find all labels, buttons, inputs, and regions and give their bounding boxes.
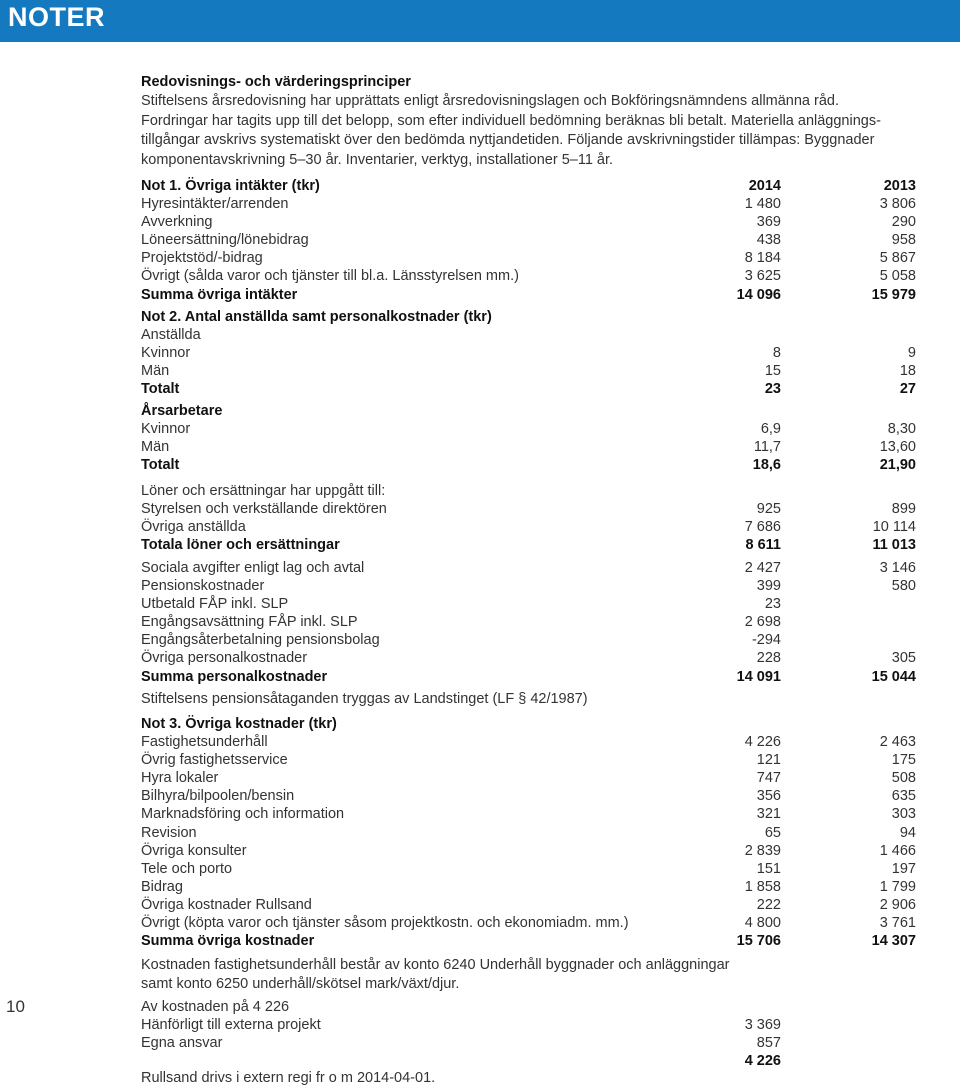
table-row: Bidrag 1 858 1 799 — [141, 878, 916, 895]
table-row: Engångsåterbetalning pensionsbolag -294 — [141, 632, 781, 649]
table-row: Engångsavsättning FÅP inkl. SLP 2 698 — [141, 614, 781, 631]
table-row: Kvinnor 6,9 8,30 — [141, 421, 916, 438]
table-row: Styrelsen och verkställande direktören 925 899 — [141, 501, 916, 518]
page-title: NOTER — [8, 2, 105, 32]
table-row: Pensionskostnader 399 580 — [141, 578, 916, 595]
year-2014-header: 2014 — [748, 178, 781, 194]
table-row: Fastighetsunderhåll 4 226 2 463 — [141, 734, 916, 751]
note-3-breakdown — [141, 998, 916, 1070]
table-row: Män 15 18 — [141, 363, 916, 380]
table-row: Utbetald FÅP inkl. SLP 23 — [141, 596, 781, 613]
table-row: Marknadsföring och information 321 303 — [141, 806, 916, 823]
total-row: Summa övriga kostnader 15 706 14 307 — [141, 933, 916, 950]
explanation-line: Kostnaden fastighetsunderhåll består av konto 6240 Underhåll byggnader och anläggningar — [141, 957, 730, 973]
note-2 — [141, 308, 916, 398]
table-row: Kvinnor 8 9 — [141, 345, 916, 362]
principles-line: Fordringar har tagits upp till det belopp, som efter individuell bedömning beräknas bli betalt. Materiella anläggnings- — [141, 112, 881, 129]
note-title: Not 1. Övriga intäkter (tkr) — [141, 178, 320, 194]
table-row: Revision 65 94 — [141, 824, 916, 841]
note-3-header — [141, 715, 916, 733]
table-row: Sociala avgifter enligt lag och avtal 2 427 3 146 — [141, 560, 916, 576]
section-heading: Av kostnaden på 4 226 — [141, 999, 290, 1015]
principles-heading: Redovisnings- och värderingsprinciper — [141, 74, 411, 90]
total-row: Totalt 23 27 — [141, 381, 916, 398]
total-row: Totalt 18,6 21,90 — [141, 457, 916, 474]
principles-line: Stiftelsens årsredovisning har upprättats enligt årsredovisningslagen och Bokföringsnämndens allmänna råd. — [141, 93, 840, 109]
page-number: 10 — [6, 997, 25, 1016]
note-2-footnote — [141, 690, 916, 708]
table-row: Övrigt (sålda varor och tjänster till bl.a. Länsstyrelsen mm.) 3 625 5 058 — [141, 268, 916, 285]
table-row: Övrigt (köpta varor och tjänster såsom projektkostn. och ekonomiadm. mm.) 4 800 3 761 — [141, 915, 916, 932]
note-3 — [141, 715, 916, 950]
total-row: Totala löner och ersättningar 8 611 11 013 — [141, 537, 916, 554]
table-row: Egna ansvar 857 — [141, 1035, 781, 1052]
table-row: Övriga konsulter 2 839 1 466 — [141, 842, 916, 859]
note-title: Not 3. Övriga kostnader (tkr) — [141, 716, 337, 732]
note-3-closing — [141, 1069, 916, 1088]
total-row: Summa övriga intäkter 14 096 15 979 — [141, 286, 916, 303]
table-row: Övriga anställda 7 686 10 114 — [141, 519, 916, 536]
table-row: Löneersättning/lönebidrag 438 958 — [141, 232, 916, 249]
table-row: Män 11,7 13,60 — [141, 439, 916, 456]
header-bar — [0, 0, 960, 42]
table-row: Hyra lokaler 747 508 — [141, 770, 916, 787]
table-row: Bilhyra/bilpoolen/bensin 356 635 — [141, 788, 916, 805]
section-heading: Löner och ersättningar har uppgått till: — [141, 483, 386, 499]
principles-line: tillgångar avskrivs systematiskt över den bedömda nyttjandetiden. Följande avskrivningstider tillämpas: Byggnader — [141, 132, 875, 148]
principles-line: komponentavskrivning 5–30 år. Inventarier, verktyg, installationer 5–11 år. — [141, 151, 614, 168]
table-row: Projektstöd/-bidrag 8 184 5 867 — [141, 250, 916, 267]
table-row: Övriga personalkostnader 228 305 — [141, 650, 916, 667]
table-row: Övriga kostnader Rullsand 222 2 906 — [141, 896, 916, 913]
table-row: Avverkning 369 290 — [141, 214, 916, 231]
section-heading: Årsarbetare — [141, 403, 223, 419]
pension-footnote: Stiftelsens pensionsåtaganden tryggas av Landstinget (LF § 42/1987) — [141, 691, 588, 707]
note-2-header — [141, 308, 916, 326]
total-row: Summa personalkostnader 14 091 15 044 — [141, 668, 916, 685]
accounting-principles — [141, 73, 956, 170]
note-1 — [141, 177, 916, 304]
note-2-costs — [141, 559, 916, 686]
note-title: Not 2. Antal anställda samt personalkostnader (tkr) — [141, 309, 492, 325]
explanation-line: samt konto 6250 underhåll/skötsel mark/växt/djur. — [141, 976, 460, 992]
table-row: Hyresintäkter/arrenden 1 480 3 806 — [141, 196, 916, 213]
table-row: Övrig fastighetsservice 121 175 — [141, 752, 916, 769]
table-row: Hänförligt till externa projekt 3 369 — [141, 1017, 781, 1034]
table-row: Tele och porto 151 197 — [141, 860, 916, 877]
note-2-fte — [141, 402, 916, 474]
total-row: 4 226 — [744, 1053, 781, 1070]
note-3-explanation — [141, 956, 916, 994]
closing-line: Rullsand drivs i extern regi fr o m 2014-04-01. — [141, 1070, 436, 1086]
year-2013-header: 2013 — [883, 178, 916, 194]
section-heading: Anställda — [141, 327, 201, 344]
note-1-header — [141, 177, 916, 195]
note-2-salaries — [141, 482, 916, 554]
